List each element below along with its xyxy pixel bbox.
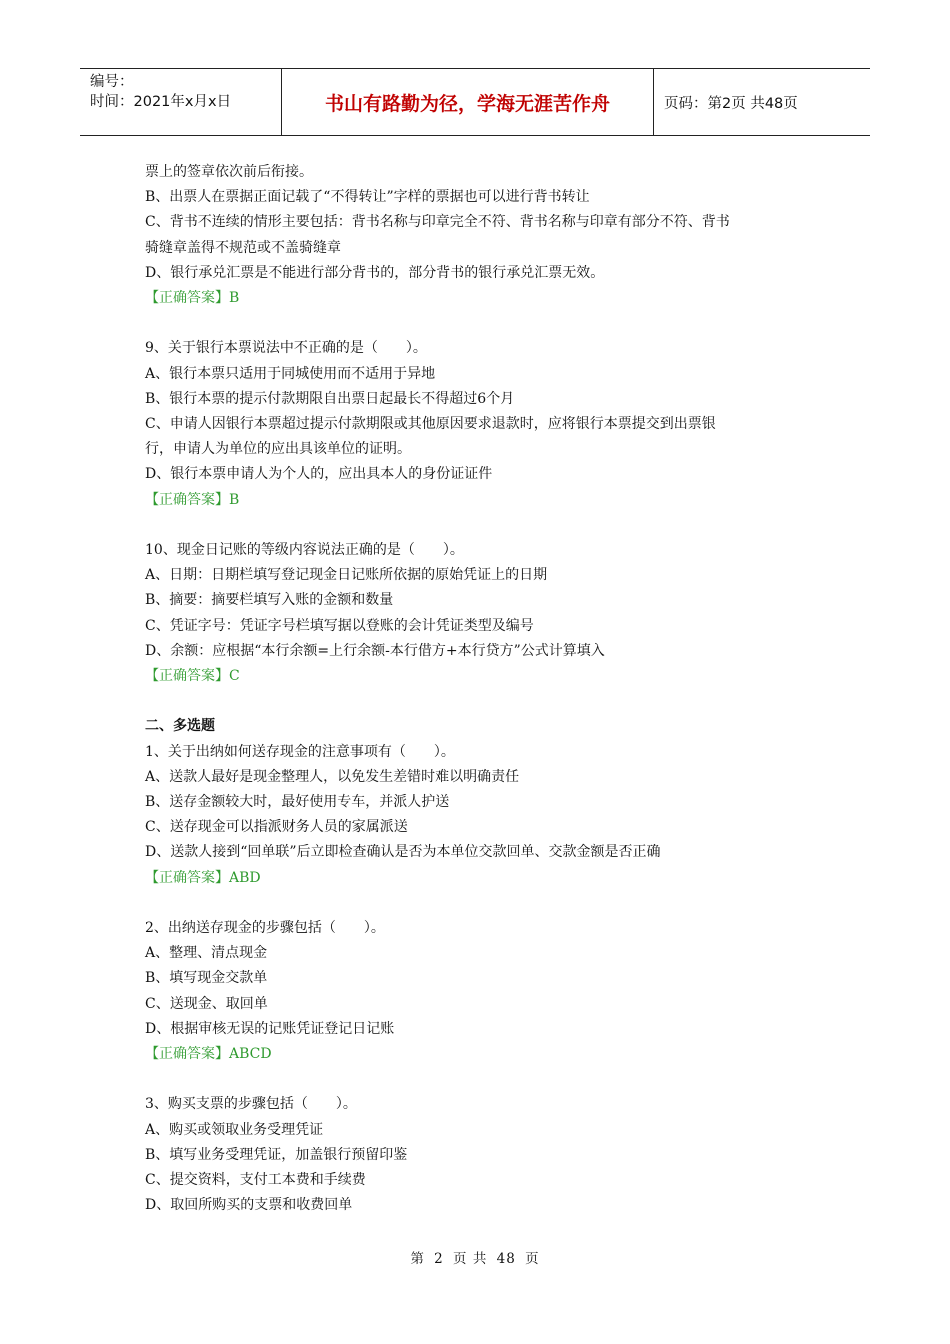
text-line: D、余额：应根据“本行余额=上行余额-本行借方+本行贷方”公式计算填入 [145, 642, 605, 659]
text-line: B、出票人在票据正面记载了“不得转让”字样的票据也可以进行背书转让 [145, 189, 590, 206]
text-line: A、购买或领取业务受理凭证 [145, 1121, 324, 1138]
text-line: A、银行本票只适用于同城使用而不适用于异地 [145, 365, 436, 382]
text-line: D、银行本票申请人为个人的，应出具本人的身份证证件 [145, 466, 493, 483]
text-line: D、银行承兑汇票是不能进行部分背书的，部分背书的银行承兑汇票无效。 [145, 264, 605, 281]
text-line: 票上的签章依次前后衔接。 [145, 164, 313, 180]
footer-mid: 页 共 [453, 1251, 488, 1267]
blank-line [145, 1067, 805, 1092]
text-line: 10、现金日记账的等级内容说法正确的是（ ）。 [145, 542, 464, 559]
correct-answer: 【正确答案】ABD [145, 869, 261, 886]
text-line: A、整理、清点现金 [145, 945, 268, 962]
text-line: D、送款人接到“回单联”后立即检查确认是否为本单位交款回单、交款金额是否正确 [145, 844, 661, 861]
footer-page-number: 2 [434, 1251, 444, 1267]
text-line: B、送存金额较大时，最好使用专车，并派人护送 [145, 794, 450, 811]
document-time-label: 时间：2021年x月x日 [90, 94, 232, 110]
text-line: 3、购买支票的步骤包括（ ）。 [145, 1096, 357, 1113]
section-heading: 二、多选题 [145, 718, 215, 735]
text-line: 2、出纳送存现金的步骤包括（ ）。 [145, 920, 385, 937]
blank-line [145, 891, 805, 916]
header-meta [80, 69, 282, 135]
text-line: A、送款人最好是现金整理人，以免发生差错时难以明确责任 [145, 768, 520, 785]
blank-line [145, 311, 805, 336]
text-line: 骑缝章盖得不规范或不盖骑缝章 [145, 239, 341, 256]
correct-answer: 【正确答案】B [145, 491, 240, 508]
text-line: C、送存现金可以指派财务人员的家属派送 [145, 819, 408, 836]
text-line: 1、关于出纳如何送存现金的注意事项有（ ）。 [145, 743, 455, 760]
footer-suffix: 页 [525, 1251, 540, 1267]
page-footer [0, 1247, 950, 1267]
text-line: C、提交资料，支付工本费和手续费 [145, 1172, 366, 1189]
blank-line [145, 689, 805, 714]
correct-answer: 【正确答案】C [145, 668, 240, 685]
correct-answer: 【正确答案】ABCD [145, 1046, 272, 1063]
document-code-label: 编号： [90, 74, 134, 90]
text-line: C、送现金、取回单 [145, 995, 268, 1012]
text-line: C、凭证字号：凭证字号栏填写据以登账的会计凭证类型及编号 [145, 617, 534, 634]
document-body [145, 160, 805, 1218]
header-slogan: 书山有路勤为径，学海无涯苦作舟 [282, 69, 654, 135]
text-line: B、填写现金交款单 [145, 970, 268, 987]
text-line: B、摘要：摘要栏填写入账的金额和数量 [145, 592, 394, 609]
correct-answer: 【正确答案】B [145, 290, 240, 307]
blank-line [145, 513, 805, 538]
footer-prefix: 第 [410, 1251, 425, 1267]
footer-total-pages: 48 [496, 1251, 516, 1267]
text-line: 9、关于银行本票说法中不正确的是（ ）。 [145, 340, 427, 357]
text-line: B、填写业务受理凭证，加盖银行预留印鉴 [145, 1146, 408, 1163]
text-line: C、背书不连续的情形主要包括：背书名称与印章完全不符、背书名称与印章有部分不符、背书 [145, 214, 730, 231]
page-header [80, 68, 870, 136]
text-line: D、取回所购买的支票和收费回单 [145, 1197, 353, 1214]
header-page-info: 页码：第2页 共48页 [664, 95, 798, 112]
text-line: A、日期：日期栏填写登记现金日记账所依据的原始凭证上的日期 [145, 567, 548, 584]
text-line: B、银行本票的提示付款期限自出票日起最长不得超过6个月 [145, 390, 515, 407]
text-line: 行，申请人为单位的应出具该单位的证明。 [145, 441, 411, 458]
text-line: D、根据审核无误的记账凭证登记日记账 [145, 1020, 395, 1037]
text-line: C、申请人因银行本票超过提示付款期限或其他原因要求退款时，应将银行本票提交到出票银 [145, 416, 716, 433]
